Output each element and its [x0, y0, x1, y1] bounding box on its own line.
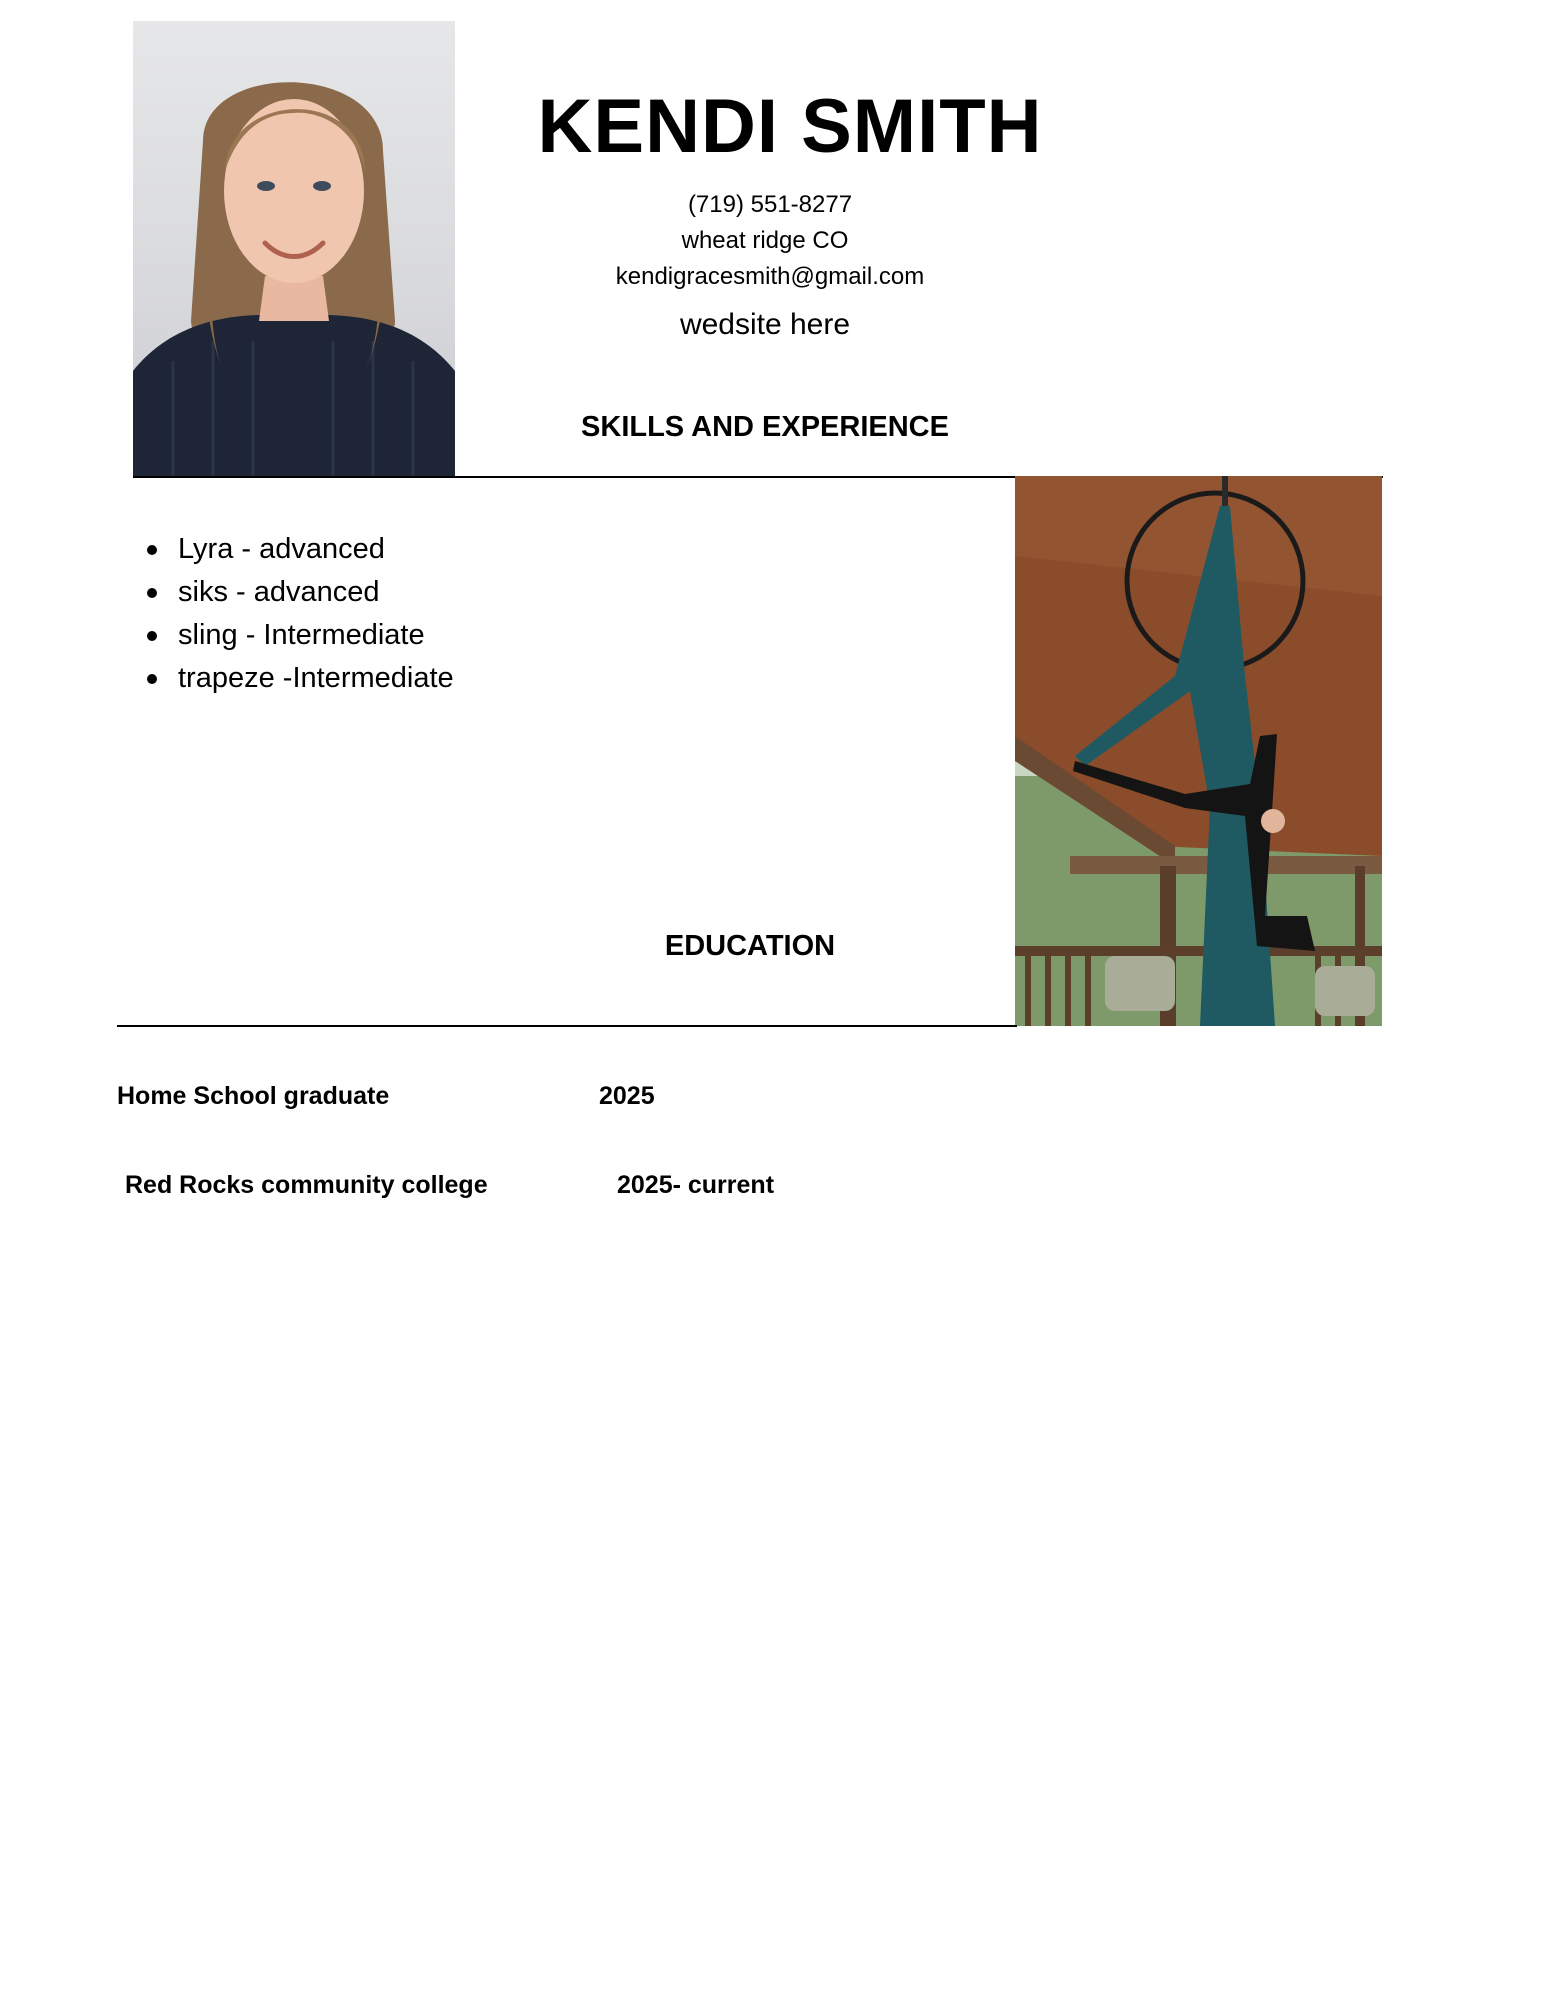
- education-school: Home School graduate: [117, 1082, 390, 1110]
- bullet-icon: [147, 674, 157, 684]
- education-year: 2025: [599, 1082, 655, 1110]
- aerial-photo: [1015, 476, 1382, 1026]
- list-item: [140, 571, 740, 614]
- email-address[interactable]: kendigracesmith@gmail.com: [615, 263, 925, 290]
- bullet-icon: [147, 631, 157, 641]
- skill-label: sling - Intermediate: [178, 619, 425, 651]
- education-heading: EDUCATION: [664, 930, 836, 962]
- section-divider: [117, 1025, 1017, 1027]
- list-item: [140, 657, 740, 700]
- bullet-icon: [147, 588, 157, 598]
- skills-list: [140, 528, 740, 700]
- list-item: [140, 528, 740, 571]
- portrait-photo: [133, 21, 455, 477]
- skill-label: siks - advanced: [178, 576, 380, 608]
- resume-name: KENDI SMITH: [537, 84, 1043, 169]
- website-link[interactable]: wedsite here: [679, 308, 851, 341]
- skill-label: trapeze -Intermediate: [178, 662, 454, 694]
- education-year: 2025- current: [617, 1171, 775, 1199]
- location: wheat ridge CO: [681, 227, 849, 254]
- list-item: [140, 614, 740, 657]
- skill-label: Lyra - advanced: [178, 533, 385, 565]
- bullet-icon: [147, 545, 157, 555]
- education-school: Red Rocks community college: [125, 1171, 488, 1199]
- skills-heading: SKILLS AND EXPERIENCE: [581, 411, 949, 443]
- phone-number: (719) 551-8277: [687, 191, 853, 218]
